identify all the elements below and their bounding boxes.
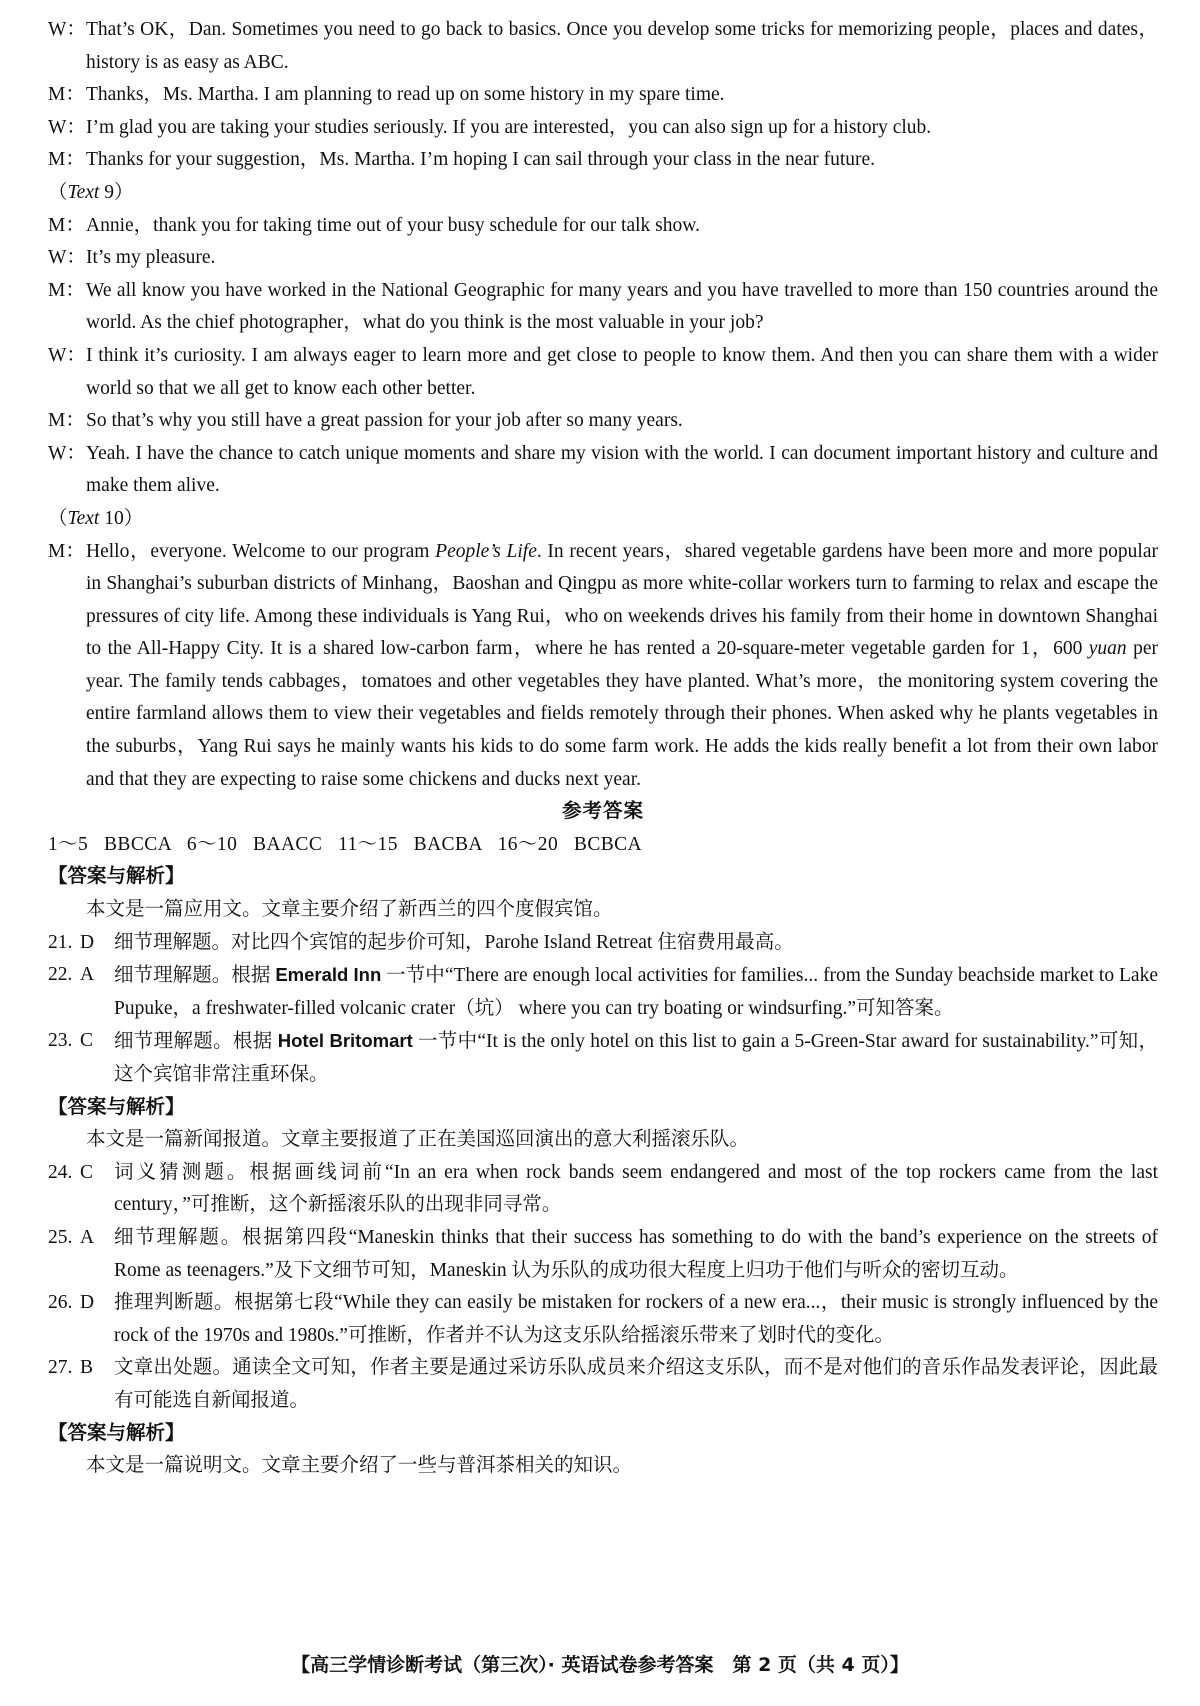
speaker: M：: [48, 279, 85, 301]
passage-intro: 本文是一篇应用文。文章主要介绍了新西兰的四个度假宾馆。: [86, 899, 613, 921]
monologue: [48, 536, 1158, 797]
utterance: So that’s why you still have a great passion for your job after so many years.: [86, 410, 683, 432]
section-heading: 【答案与解析】: [48, 1422, 185, 1444]
speaker: M：: [48, 214, 85, 236]
speaker: M：: [48, 84, 85, 106]
question-explanation: 24. C 词义猜测题。根据画线词前“In an era when rock bands seem endangered and most of the top rockers came from the last century，”可推断，这个新摇滚乐队的出现非同寻常。: [48, 1161, 1158, 1216]
section-keyword: Hotel Britomart: [277, 1030, 413, 1052]
section-keyword: Emerald Inn: [275, 964, 382, 986]
utterance: I think it’s curiosity. I am always eager to learn more and get close to people to know them. And then you can share them with a wider world so that we all get to know each other better.: [86, 344, 1158, 399]
dialogue-line: [48, 210, 1158, 243]
utterance: Annie，thank you for taking time out of your busy schedule for our talk show.: [86, 214, 700, 236]
passage-intro: 本文是一篇新闻报道。文章主要报道了正在美国巡回演出的意大利摇滚乐队。: [86, 1129, 750, 1151]
speaker: M：: [48, 540, 85, 562]
speaker: W：: [48, 247, 86, 269]
question-explanation: 22. A 细节理解题。根据 Emerald Inn 一节中“There are enough local activities for families... from the Sunday beachside market to Lake Pupuke，a freshwater-filled volcanic crater（坑） where you can try boating or windsurfing.”可知答案。: [48, 964, 1158, 1019]
dialogue-line: [48, 242, 1158, 275]
speaker: M：: [48, 410, 85, 432]
dialogue-line: [48, 14, 1158, 79]
dialogue-line: [48, 79, 1158, 112]
answer-keys: 1～5 BBCCA 6～10 BAACC 11～15 BACBA 16～20 BCBCA: [48, 833, 643, 855]
utterance: We all know you have worked in the National Geographic for many years and you have travelled to more than 150 countries around the world. As the chief photographer，what do you think is the most valuable in your job?: [86, 279, 1158, 334]
speaker: W：: [48, 116, 86, 138]
utterance: Hello，everyone. Welcome to our program People’s Life. In recent years，shared vegetable gardens have been more and more popular in Shanghai’s suburban districts of Minhang，Baoshan and Qingpu as more white-collar workers turn to farming to relax and escape the pressures of city life. Among these individuals is Yang Rui，who on weekends drives his family from their home in downtown Shanghai to the All-Happy City. It is a shared low-carbon farm，where he has rented a 20-square-meter vegetable garden for 1，600 yuan per year. The family tends cabbages，tomatoes and other vegetables they have planted. What’s more，the monitoring system covering the entire farmland allows them to view their vegetables and fields remotely through their phones. When asked why he plants vegetables in the suburbs，Yang Rui says he mainly wants his kids to do some farm work. He adds the kids really benefit a lot from their own labor and that they are expecting to raise some chickens and ducks next year.: [86, 540, 1159, 790]
answer-page: [48, 14, 1158, 1483]
dialogue-line: [48, 275, 1158, 340]
utterance: Thanks for your suggestion，Ms. Martha. I’m hoping I can sail through your class in the near future.: [86, 149, 876, 171]
passage-intro: 本文是一篇说明文。文章主要介绍了一些与普洱茶相关的知识。: [86, 1455, 633, 1477]
question-explanation: 23. C 细节理解题。根据 Hotel Britomart 一节中“It is the only hotel on this list to gain a 5-Green-Star award for sustainability.”可知，这个宾馆非常注重环保。: [48, 1030, 1158, 1085]
utterance: I’m glad you are taking your studies seriously. If you are interested，you can also sign up for a history club.: [86, 116, 932, 138]
answer-title: 参考答案: [561, 801, 644, 823]
utterance: It’s my pleasure.: [86, 247, 216, 269]
dialogue-line: [48, 438, 1158, 503]
speaker: M：: [48, 149, 85, 171]
utterance: Thanks，Ms. Martha. I am planning to read up on some history in my spare time.: [86, 84, 725, 106]
question-explanation: 27. B 文章出处题。通读全文可知，作者主要是通过采访乐队成员来介绍这支乐队，而不是对他们的音乐作品发表评论，因此最有可能选自新闻报道。: [48, 1357, 1158, 1411]
dialogue-line: [48, 144, 1158, 177]
question-explanation: 25. A 细节理解题。根据第四段“Maneskin thinks that their success has something to do with the band’s experience on the streets of Rome as teenagers.”及下文细节可知，Maneskin 认为乐队的成功很大程度上归功于他们与听众的密切互动。: [48, 1226, 1158, 1281]
page-footer: 【高三学情诊断考试（第三次）· 英语试卷参考答案 第 2 页（共 4 页）】: [291, 1654, 909, 1676]
dialogue-line: [48, 112, 1158, 145]
speaker: W：: [48, 344, 86, 366]
text10-label: （Text 10）: [48, 507, 144, 529]
program-name: People’s Life: [435, 540, 537, 562]
section-heading: 【答案与解析】: [48, 866, 185, 888]
speaker: W：: [48, 442, 86, 464]
utterance: That’s OK，Dan. Sometimes you need to go back to basics. Once you develop some tricks for memorizing people，places and dates，history is as easy as ABC.: [86, 19, 1158, 73]
currency-unit: yuan: [1088, 638, 1127, 660]
text9-label: （Text 9）: [48, 181, 134, 203]
question-explanation: 21. D 细节理解题。对比四个宾馆的起步价可知，Parohe Island Retreat 住宿费用最高。: [48, 931, 794, 953]
dialogue-line: [48, 340, 1158, 405]
utterance: Yeah. I have the chance to catch unique moments and share my vision with the world. I can document important history and culture and make them alive.: [86, 442, 1158, 497]
question-explanation: 26. D 推理判断题。根据第七段“While they can easily be mistaken for rockers of a new era...，their music is strongly influenced by the rock of the 1970s and 1980s.”可推断，作者并不认为这支乐队给摇滚乐带来了划时代的变化。: [48, 1292, 1158, 1346]
section-heading: 【答案与解析】: [48, 1096, 185, 1118]
speaker: W：: [48, 19, 86, 40]
dialogue-line: [48, 405, 1158, 438]
